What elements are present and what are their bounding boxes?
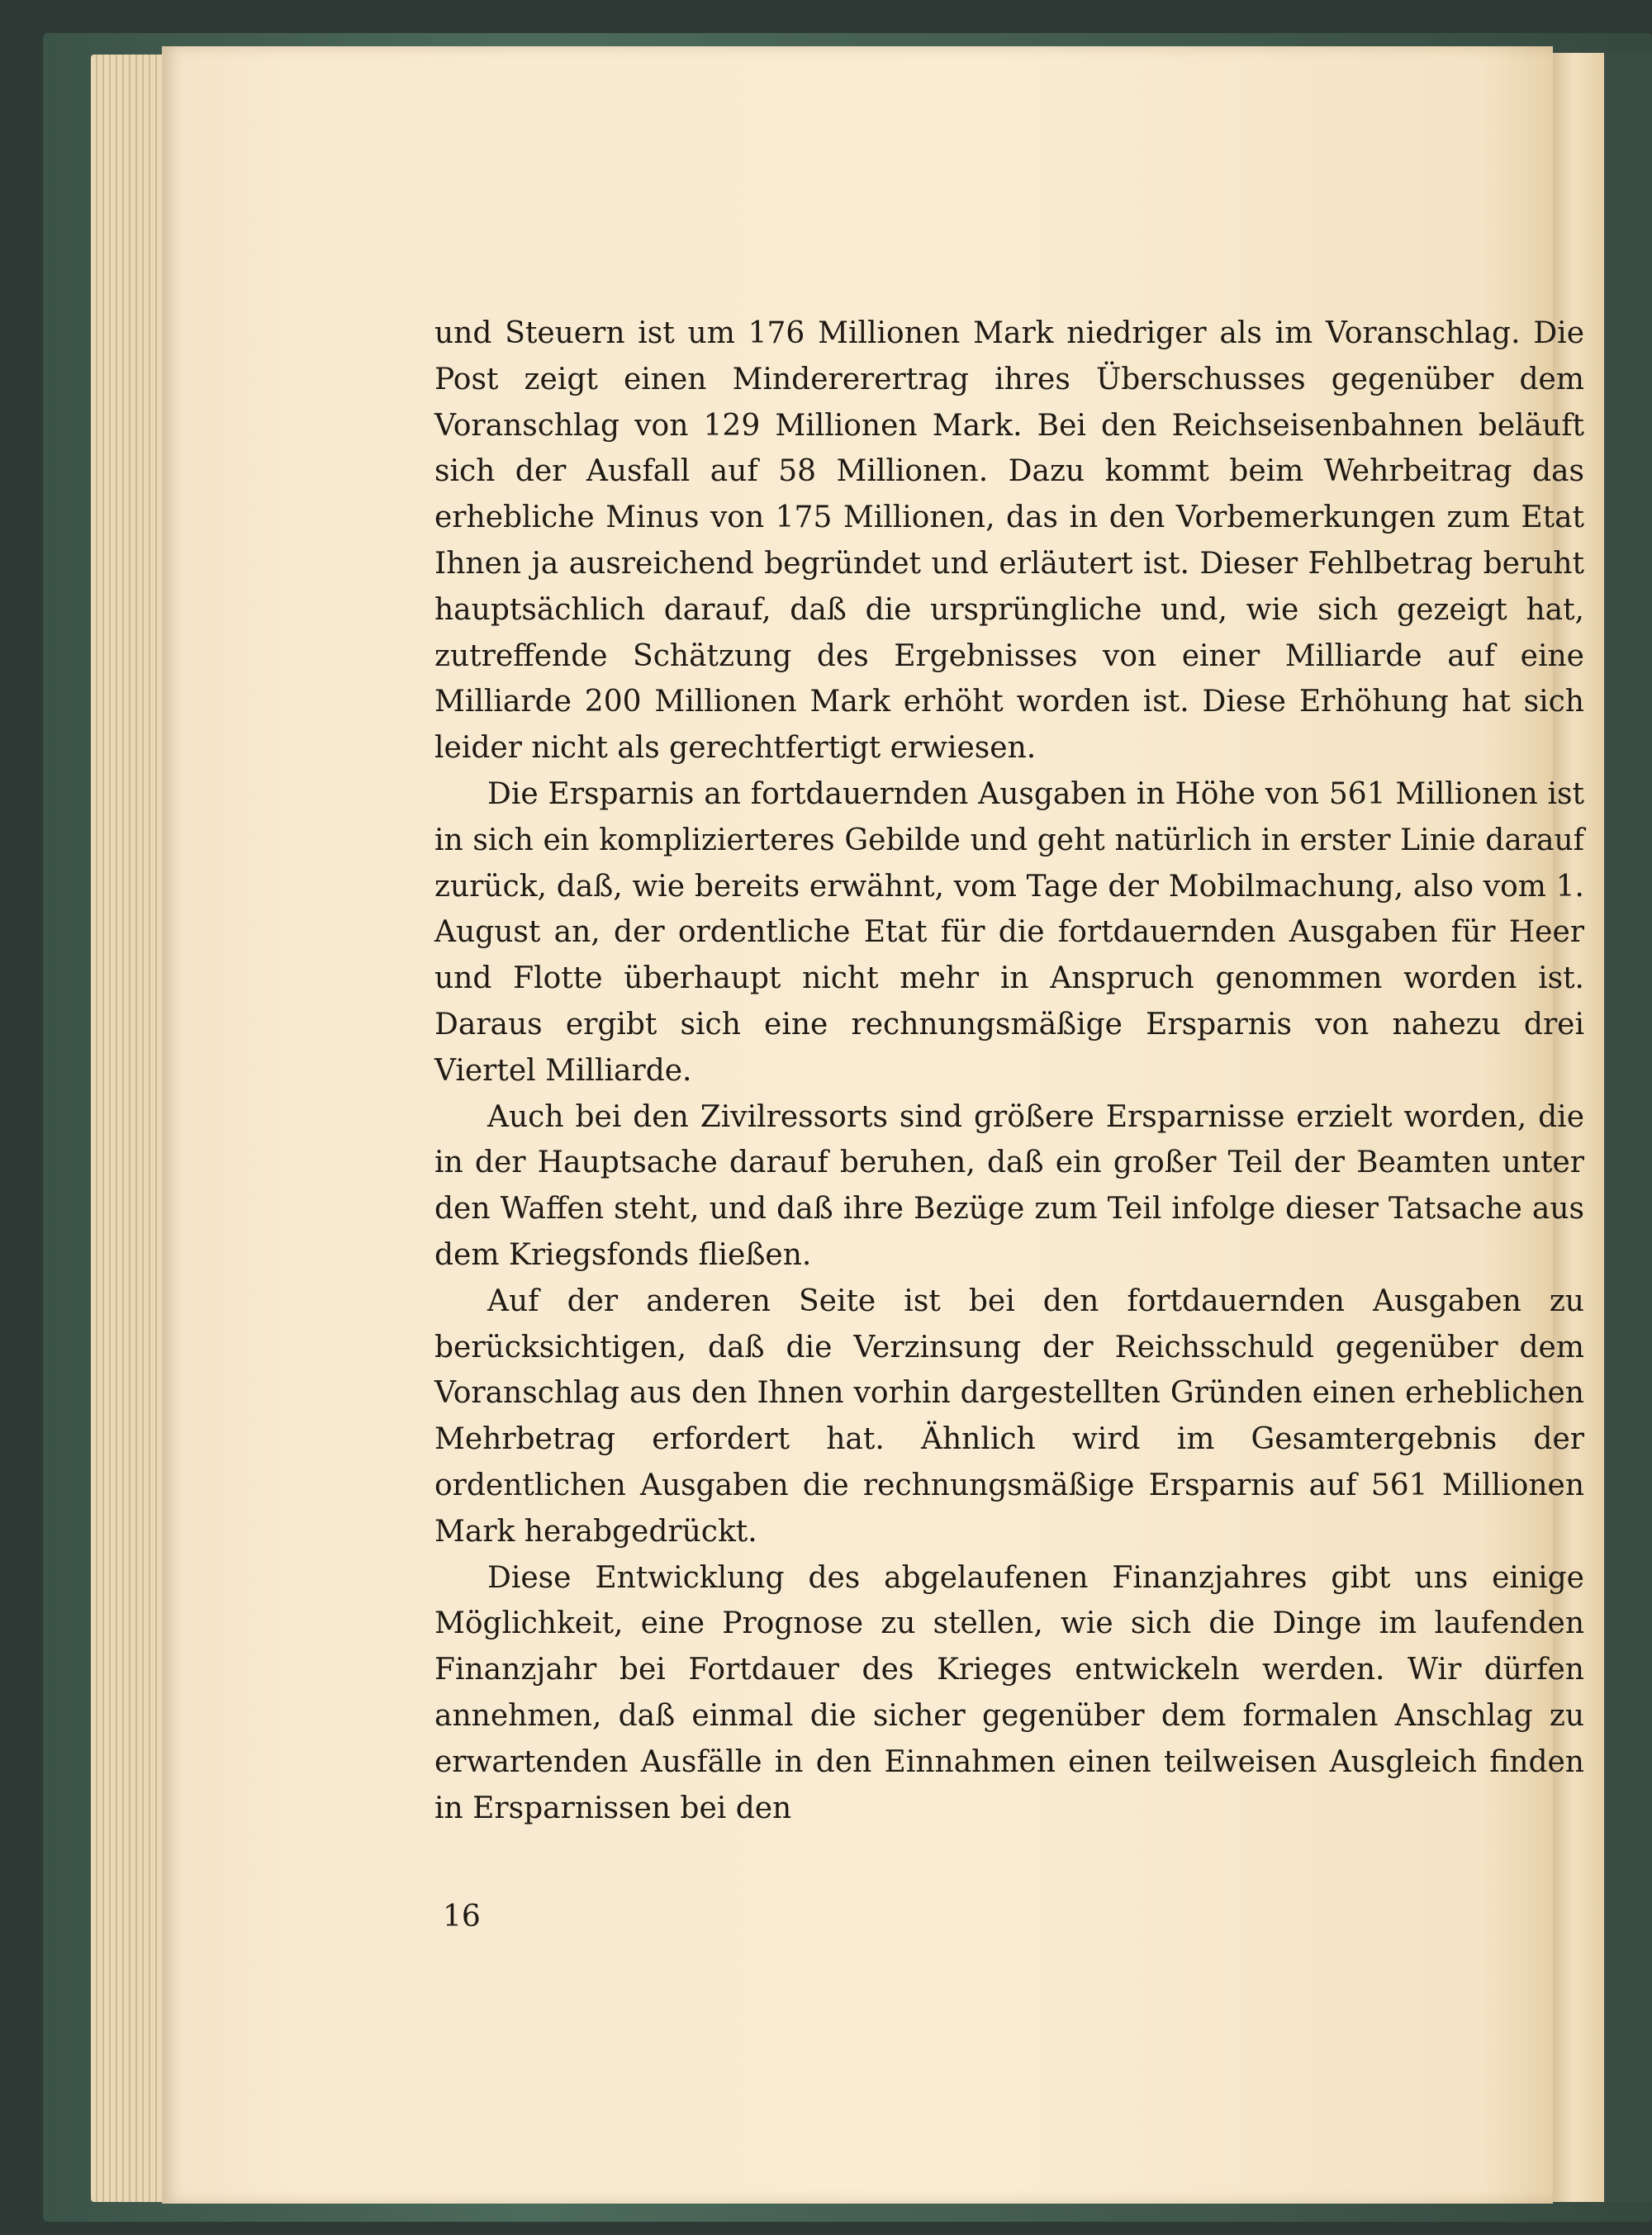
paragraph: Die Ersparnis an fortdauernden Ausgaben in Höhe von 561 Millionen ist in sich ein komplizierteres Gebilde und geht natürlich in erster Linie darauf zurück, daß, wie bereits erwähnt, vom Tage der Mobilmachung, also vom 1. August an, der ordentliche Etat für die fortdauernden Ausgaben für Heer und Flotte überhaupt nicht mehr in Anspruch genommen worden ist. Daraus ergibt sich eine rechnungsmäßige Ersparnis von nahezu drei Viertel Milliarde. xyxy=(434,776,1584,1088)
paragraph: Auch bei den Zivilressorts sind größere Ersparnisse erzielt worden, die in der Hauptsache darauf beruhen, daß ein großer Teil der Beamten unter den Waffen steht, und daß ihre Bezüge zum Teil infolge dieser Tatsache aus dem Kriegsfonds fließen. xyxy=(434,1099,1584,1272)
paragraph: und Steuern ist um 176 Millionen Mark niedriger als im Voranschlag. Die Post zeigt einen Mindererertrag ihres Überschusses gegenüber dem Voranschlag von 129 Millionen Mark. Bei den Reichseisenbahnen beläuft sich der Ausfall auf 58 Millionen. Dazu kommt beim Wehrbeitrag das erhebliche Minus von 175 Millionen, das in den Vorbemerkungen zum Etat Ihnen ja ausreichend begründet und erläutert ist. Dieser Fehlbetrag beruht hauptsächlich darauf, daß die ursprüngliche und, wie sich gezeigt hat, zutreffende Schätzung des Ergebnisses von einer Milliarde auf eine Milliarde 200 Millionen Mark erhöht worden ist. Diese Erhöhung hat sich leider nicht als gerechtfertigt erwiesen. xyxy=(434,316,1584,766)
cover-edge-right xyxy=(1604,53,1652,2202)
page-edges xyxy=(91,55,165,2202)
page-number: 16 xyxy=(443,1900,481,1934)
paragraph: Diese Entwicklung des abgelaufenen Finanzjahres gibt uns einige Möglichkeit, eine Prognose zu stellen, wie sich die Dinge im laufenden Finanzjahr bei Fortdauer des Krieges entwickeln werden. Wir dürfen annehmen, daß einmal die sicher gegenüber dem formalen Anschlag zu erwartenden Ausfälle in den Einnahmen einen teilweisen Ausgleich finden in Ersparnissen bei den xyxy=(434,1560,1584,1825)
book-page xyxy=(162,46,1584,2204)
paragraph: Auf der anderen Seite ist bei den fortdauernden Ausgaben zu berücksichtigen, daß die Verzinsung der Reichsschuld gegenüber dem Voranschlag aus den Ihnen vorhin dargestellten Gründen einen erheblichen Mehrbetrag erfordert hat. Ähnlich wird im Gesamtergebnis der ordentlichen Ausgaben die rechnungsmäßige Ersparnis auf 561 Millionen Mark herabgedrückt. xyxy=(434,1284,1584,1549)
page-text xyxy=(434,311,1584,1831)
